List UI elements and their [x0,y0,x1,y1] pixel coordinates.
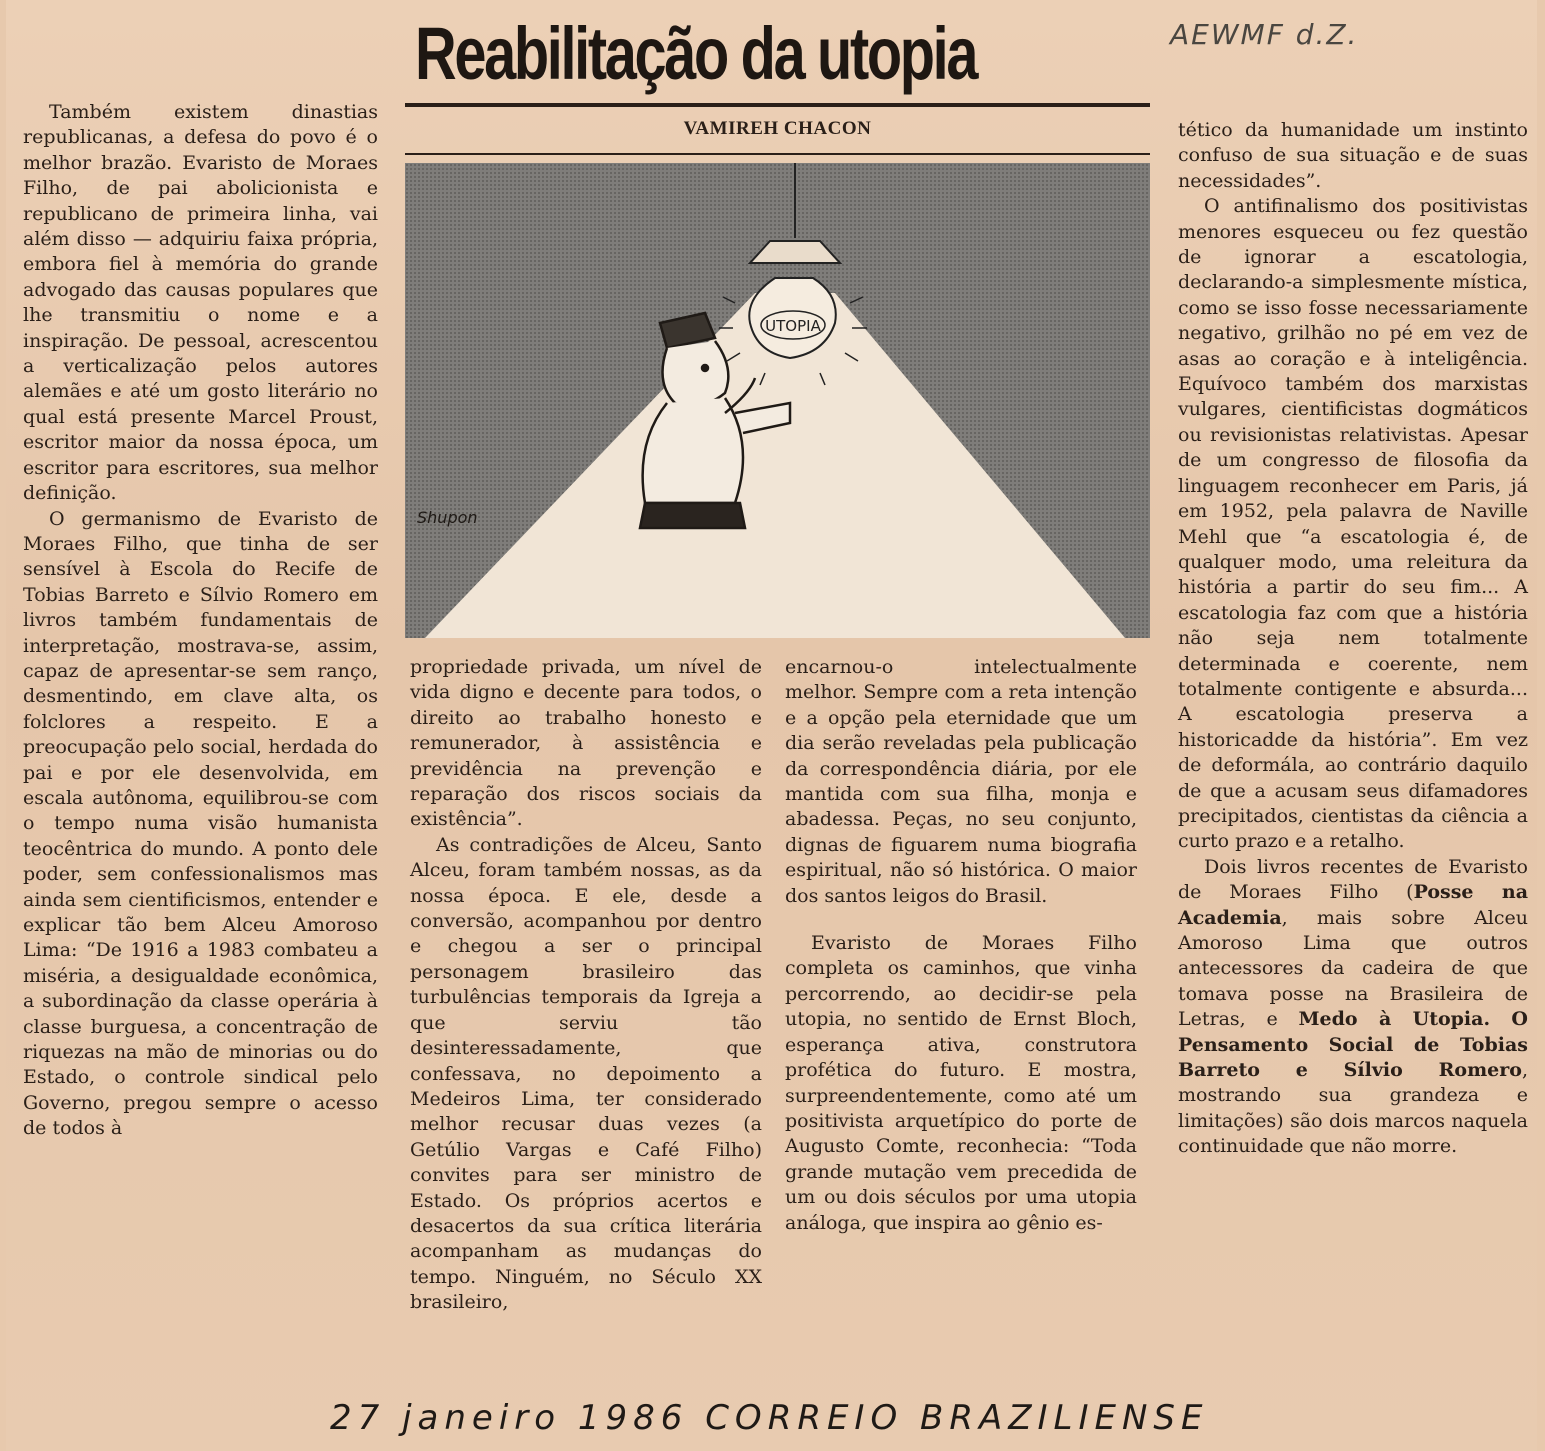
handwritten-note: AEWMF d.Z. [1170,18,1359,51]
book-title-1: Posse na Academia [1178,881,1529,929]
handwritten-footer: 27 janeiro 1986 CORREIO BRAZILIENSE [330,1398,1209,1438]
col4-paragraph-3 [1178,855,1528,1160]
col1-paragraph-1: Também existem dinastias republicanas, a defesa do povo é o melhor brazão. Evaristo de Moraes Filho, de pai abolicionista e republicano de primeira linha, vai além disso — adquiriu faixa própria, embora fiel à memória do grande advogado das causas populares que lhe transmitiu o nome e a inspiração. De pessoal, acrescentou a verticalização pelos autores alemães e até um gosto literário no qual está presente Marcel Proust, escritor maior da nossa época, um escritor para escritores, sua melhor definição. [23,101,378,505]
col4-p3-text-c: , mais sobre Alceu Amoroso Lima que outros antecessores da cadeira de que tomava posse na Brasileira de Letras, e [1178,906,1528,1031]
book-title-2: Medo à Utopia. O Pensamento Social de Tobias Barreto e Sílvio Romero [1178,1008,1528,1082]
byline-rule [405,153,1150,155]
bulb-label: UTOPIA [765,317,821,335]
col4-p3-text-a: Dois livros recentes de Evaristo de Moraes Filho ( [1178,855,1528,904]
column-2 [410,655,762,1316]
col4-paragraph-1: tético da humanidade um instinto confuso de sua situação e de suas necessidades”. [1178,119,1528,192]
column-3 [785,655,1137,1236]
cartoon-svg [405,163,1150,638]
col1-paragraph-2: O germanismo de Evaristo de Moraes Filho, que tinha de ser sensível à Escola do Recife de Tobias Barreto e Sílvio Romero em livros também fundamentais de interpretação, mostrava-se, assim, capaz de apresentar-se sem ranço, desmentindo, em clave alta, os folclores a respeito. E a preocupação pelo social, herdada do pai e por ele desenvolvida, em escala autônoma, equilibrou-se com o tempo numa visão humanista teocêntrica do mundo. A ponto dele poder, sem confessionalismos mas ainda sem cientificismos, entender e explicar tão bem Alceu Amoroso Lima: “De 1916 a 1983 combateu a miséria, a desigualdade econômica, a subordinação da classe operária à classe burguesa, a concentração de riquezas na mão de minorias ou do Estado, o controle sindical pelo Governo, pregou sempre o acesso de todos à [23,507,378,1140]
col4-p3-text-d: , mostrando sua grandeza e limitações) são dois marcos naquela continuidade que não morre. [1178,1059,1528,1158]
col3-paragraph-1: encarnou-o intelectualmente melhor. Sempre com a reta intenção e a opção pela eternidade que um dia serão reveladas pela publicação da correspondência diária, por ele mantida com sua filha, monja e abadessa. Peças, no seu conjunto, dignas de figuarem numa biografia espiritual, não só histórica. O maior dos santos leigos do Brasil. [785,656,1137,907]
column-1 [23,100,378,1142]
author-byline: VAMIREH CHACON [683,118,872,139]
article-title: Reabilitação da utopia [415,12,977,95]
column-4 [1178,118,1528,1160]
cartoon-illustration [405,163,1150,638]
title-rule [405,103,1150,107]
illustrator-signature: Shupon [417,508,478,527]
col2-paragraph-1: propriedade privada, um nível de vida digno e decente para todos, o direito ao trabalho honesto e remunerador, à assistência e previdência na prevenção e reparação dos riscos sociais da existência”. [410,656,762,831]
col2-paragraph-2: As contradições de Alceu, Santo Alceu, foram também nossas, as da nossa época. E ele, desde a conversão, acompanhou por dentro e chegou a ser o principal personagem brasileiro das turbulências temporais da Igreja a que serviu tão desinteressadamente, que confessava, no depoimento a Medeiros Lima, ter considerado melhor recusar duas vezes (a Getúlio Vargas e Café Filho) convites para ser ministro de Estado. Os próprios acertos e desacertos da sua crítica literária acompanham as mudanças do tempo. Ninguém, no Século XX brasileiro, [410,833,762,1314]
col4-paragraph-2: O antifinalismo dos positivistas menores esqueceu ou fez questão de ignorar a escatologia, declarando-a simplesmente mística, como se isso fosse necessariamente negativo, grilhão no pé em vez de asas ao coração e à inteligência. Equívoco também dos marxistas vulgares, cientificistas dogmáticos ou revisionistas relativistas. Apesar de um congresso de filosofia da linguagem reconhecer em Paris, já em 1952, pela palavra de Naville Mehl que “a escatologia é, de qualquer modo, uma releitura da história a partir do seu fim... A escatologia faz com que a história não seja nem totalmente determinada e coerente, nem totalmente contigente e absurda... A escatologia preserva a historicadde da história”. Em vez de deformála, ao contrário daquilo de que a acusam seus difamadores precipitados, cientistas da ciência a curto prazo e a retalho. [1178,195,1528,853]
col3-paragraph-2: Evaristo de Moraes Filho completa os caminhos, que vinha percorrendo, ao decidir-se pela utopia, no sentido de Ernst Bloch, esperança ativa, construtora profética do futuro. E mostra, surpreendentemente, como até um positivista arquetípico do porte de Augusto Comte, reconhecia: “Toda grande mutação vem precedida de um ou dois séculos por uma utopia análoga, que inspira ao gênio es- [785,932,1137,1234]
